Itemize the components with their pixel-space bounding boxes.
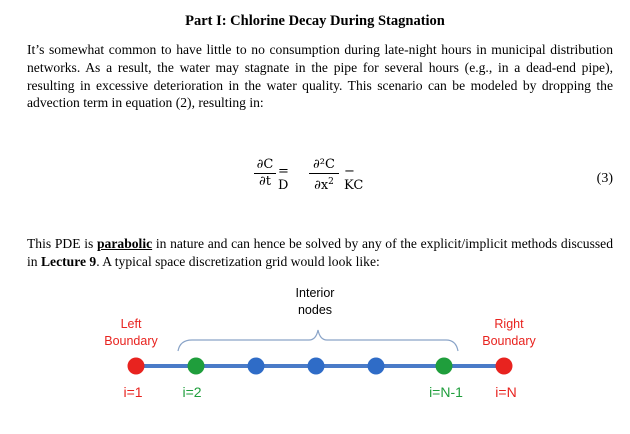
equals-d: = D: [278, 164, 289, 193]
node-i1: [128, 358, 145, 375]
equation-number: (3): [596, 171, 613, 186]
decay-term: − KC: [344, 164, 364, 193]
node-iN-1: [436, 358, 453, 375]
intro-paragraph: It’s somewhat common to have little to no consumption during late-night hours in municipal distribution networks. As a result, the water may stagnate in the pipe for several hours (e.g., in a dead-end pipe), resulting in excessive deterioration in the water quality. This scenario can be modeled by dropping the advection term in equation (2), resulting in:: [27, 42, 613, 111]
node-label-i2: i=2: [182, 384, 202, 400]
rhs-denominator: $\partial x^2$: [314, 177, 334, 193]
rhs-numerator: ∂²C: [313, 157, 335, 172]
lhs-numerator: ∂C: [256, 157, 274, 172]
left-boundary-label: Left Boundary: [104, 317, 158, 348]
section-title: Part I: Chlorine Decay During Stagnation: [185, 13, 445, 29]
lhs-denominator: ∂t: [259, 174, 271, 189]
node-i2: [188, 358, 205, 375]
right-boundary-label: Right Boundary: [482, 317, 536, 348]
interior-brace: [178, 330, 458, 351]
parabolic-keyword: parabolic: [97, 236, 153, 251]
node-label-i1: i=1: [123, 384, 143, 400]
node-iN: [496, 358, 513, 375]
node-interior-3: [368, 358, 385, 375]
interior-nodes-label: Interior nodes: [295, 286, 335, 317]
node-interior-2: [308, 358, 325, 375]
node-interior-1: [248, 358, 265, 375]
pde-paragraph: This PDE is parabolic in nature and can hence be solved by any of the explicit/implicit methods discussed in Lecture 9. A typical space discretization grid would look like:: [27, 236, 613, 269]
node-label-iN: i=N: [495, 384, 517, 400]
node-label-iN-1: i=N-1: [429, 384, 463, 400]
lecture-reference: Lecture 9: [40, 253, 97, 269]
